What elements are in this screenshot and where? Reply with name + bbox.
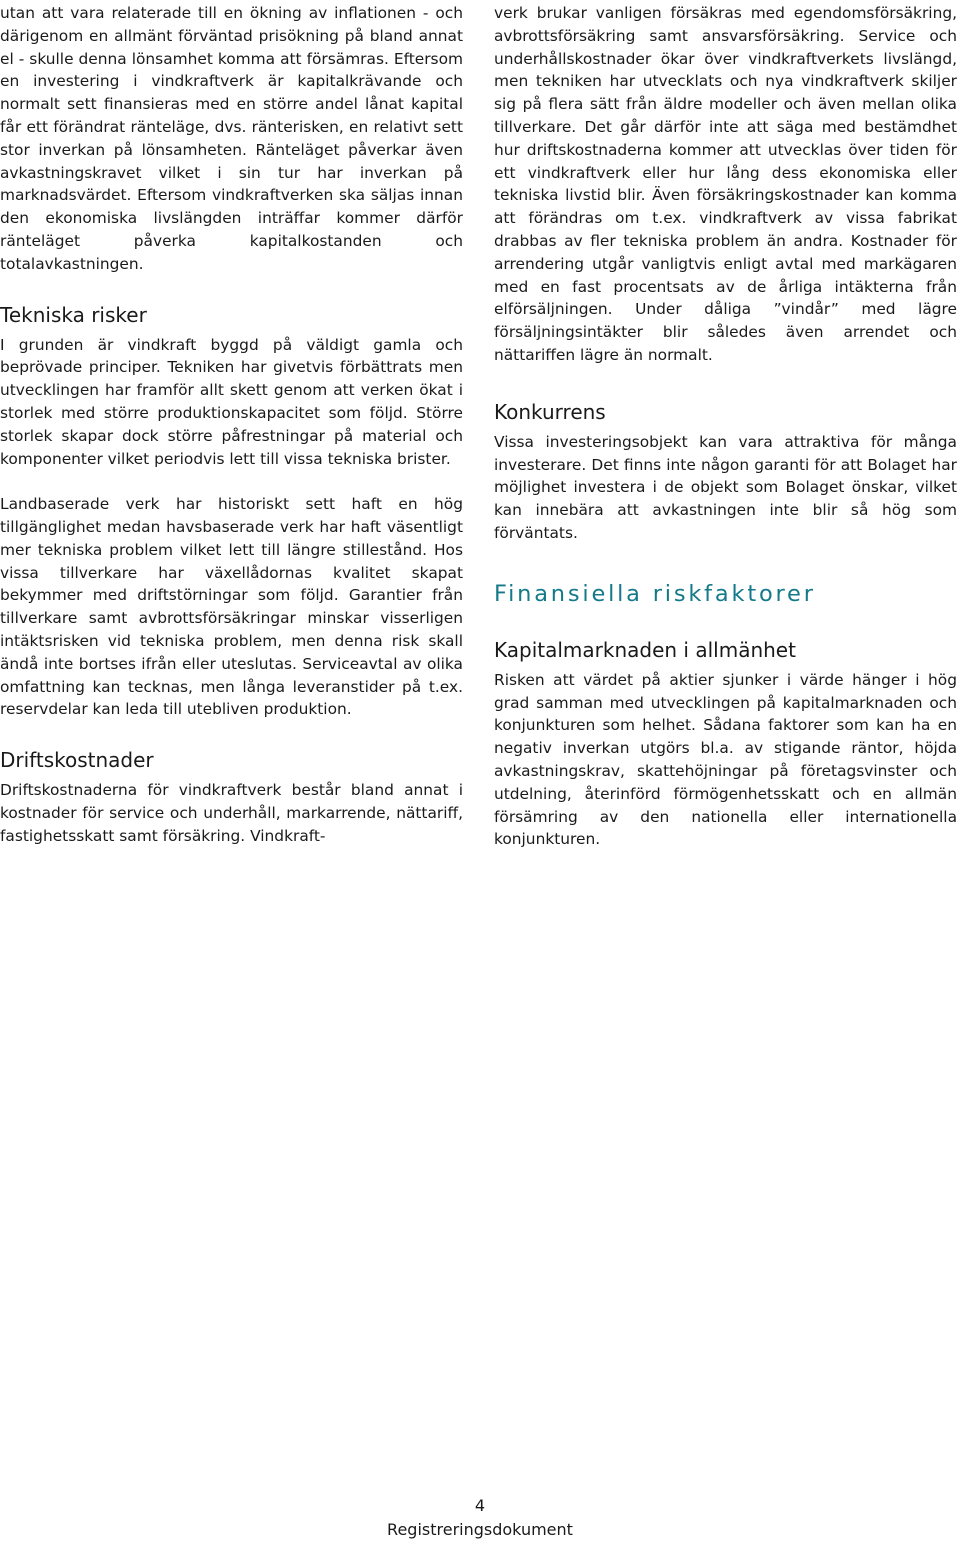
driftskostnader-heading: Driftskostnader	[0, 748, 154, 773]
konkurrens-paragraph: Vissa investeringsobjekt kan vara attraktiva för många investerare. Det finns inte någon garanti för att Bolaget har möjlighet investera i de objekt som Bolaget önskar, vilket kan innebära att avkastningen inte blir så hög som förväntats.	[494, 432, 957, 542]
document-title: Registreringsdokument	[387, 1520, 573, 1539]
tekniska-risker-paragraph: I grunden är vindkraft byggd på väldigt gamla och beprövade principer. Tekniken har givetvis förbättrats men utvecklingen har framför allt skett genom att verken ökat i storlek med större produktionskapacitet som följd. Större storlek skapar dock större påfrestningar på material och komponenter vilket periodvis lett till vissa tekniska brister.	[0, 335, 463, 468]
driftskostnader-continued-paragraph: verk brukar vanligen försäkras med egendomsförsäkring, avbrottsförsäkring samt ansvarsförsäkring. Service och underhållskostnader ökar över vindkraftverkets livslängd, men tekniken har utvecklats och nya vindkraftverk skiljer sig på flera sätt från äldre modeller och även mellan olika tillverkare. Det går därför inte att säga med bestämdhet hur driftskostnaderna kommer att utvecklas över tiden för ett vindkraftverk eller hur lång dess ekonomiska eller tekniska livstid blir. Även försäkringskostnader kan komma att förändras om t.ex. vindkraftverk av vissa fabrikat drabbas av fler tekniska problem än andra. Kostnader för arrendering utgår vanligtvis enligt avtal med markägaren med en fast procentsats av de årliga intäkterna från elförsäljningen. Under dåliga ”vindår” med lägre försäljningsintäkter blir således även arrendet och nättariffen lägre än normalt.	[494, 4, 957, 364]
landbaserade-paragraph: Landbaserade verk har historiskt sett haft en hög tillgänglighet medan havsbaserade verk har haft väsentligt mer tekniska problem vilket lett till längre stillestånd. Hos vissa tillverkare har växellådornas kvalitet skapat bekymmer med driftstörningar som följd. Garantier från tillverkare samt avbrottsförsäkringar minskar visserligen intäktsrisken vid tekniska problem, men denna risk skall ändå inte bortses ifrån eller uteslutas. Serviceavtal av olika omfattning kan tecknas, men långa leveranstider på t.ex. reservdelar kan leda till utebliven produktion.	[0, 495, 463, 719]
page-number: 4	[474, 1496, 486, 1515]
finansiella-riskfaktorer-title: Finansiella riskfaktorer	[494, 580, 816, 607]
driftskostnader-paragraph: Driftskostnaderna för vindkraftverk består bland annat i kostnader för service och underhåll, markarrende, nättariff, fastighetsskatt samt försäkring. Vindkraft-	[0, 781, 463, 845]
left-column	[0, 0, 463, 848]
kapitalmarknaden-paragraph: Risken att värdet på aktier sjunker i värde hänger i hög grad samman med utvecklingen på kapitalmarknaden och konjunkturen som helhet. Sådana faktorer som kan ha en negativ inverkan utgörs bl.a. av stigande räntor, höjda avkastningskrav, skattehöjningar på företagsvinster och utdelning, återinförd förmögenhetsskatt och en allmän försämring av den nationella eller internationella konjunkturen.	[494, 670, 957, 849]
konkurrens-heading: Konkurrens	[494, 399, 606, 424]
right-column	[494, 0, 957, 851]
intro-paragraph: utan att vara relaterade till en ökning av inflationen - och därigenom en allmänt förväntad prisökning på bland annat el - skulle denna lönsamhet komma att försämras. Eftersom en investering i vindkraftverk är kapitalkrävande och normalt sett finansieras med en större andel lånat kapital får ett förändrat ränteläge, dvs. ränterisken, en relativt sett stor inverkan på lönsamheten. Ränteläget påverkar även avkastningskravet vilket i sin tur har inverkan på marknadsvärdet. Eftersom vindkraftverken ska säljas innan den ekonomiska livslängden inträffar kommer därför ränteläget påverka kapitalkostanden och totalavkastningen.	[0, 4, 463, 273]
page-footer	[0, 1494, 960, 1542]
kapitalmarknaden-heading: Kapitalmarknaden i allmänhet	[494, 637, 796, 662]
tekniska-risker-heading: Tekniska risker	[0, 302, 147, 327]
